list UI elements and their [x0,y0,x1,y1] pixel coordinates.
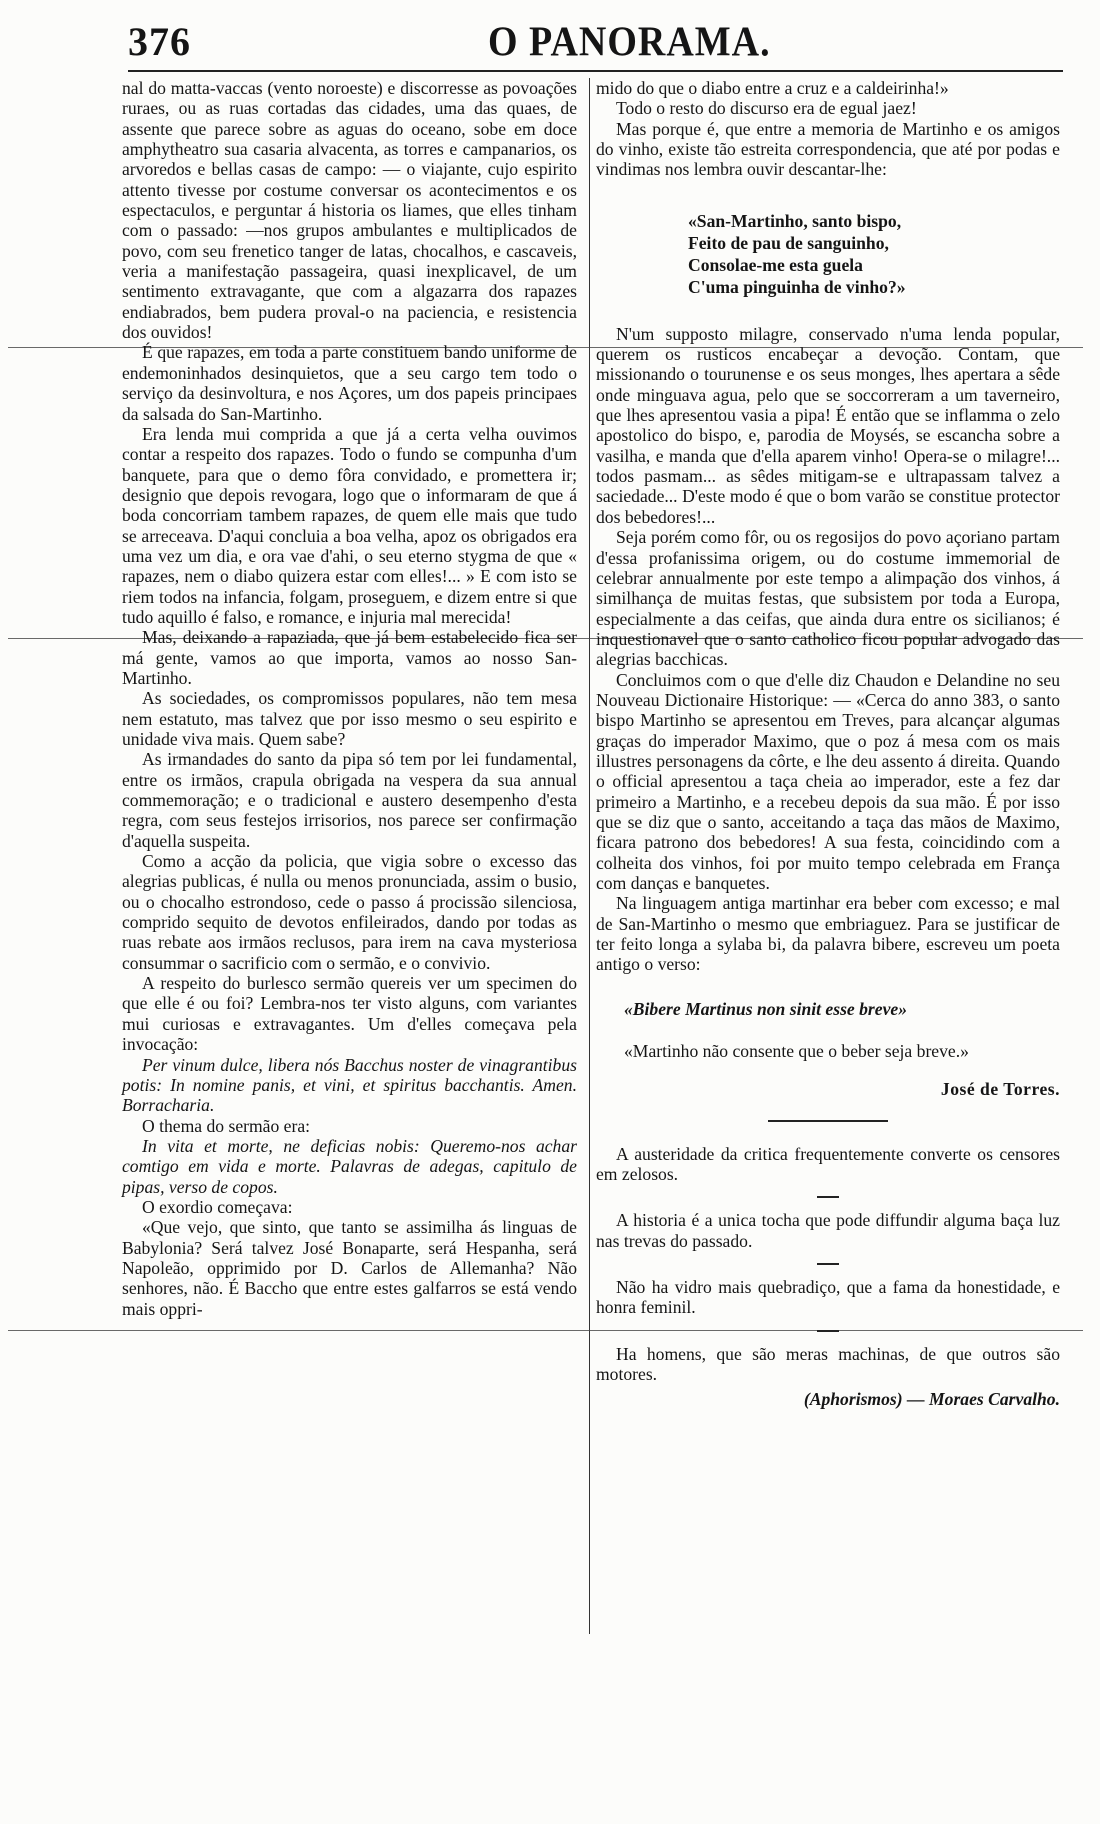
aphorism-dash [817,1330,839,1332]
verse-translation: «Martinho não consente que o beber seja breve.» [624,1041,969,1062]
verse-line: C'uma pinguinha de vinho?» [688,276,906,297]
invocation-paragraph: Per vinum dulce, libera nós Bacchus noster de vinagrantibus potis: In nomine panis, et vini, et spiritus bacchantis. Amen. Borracharia. [122,1054,577,1116]
aphorism-dash [817,1196,839,1198]
paragraph: O exordio começava: [142,1196,293,1217]
left-column [122,78,577,1319]
paragraph: As sociedades, os compromissos populares, não tem mesa nem estatuto, mas talvez que por isso mesmo o seu espirito e unidade viva mais. Quem sabe? [122,688,577,749]
paragraph: Seja porém como fôr, ou os regosijos do povo açoriano partam d'essa profanissima origem, ou do costume immemorial de celebrar annualmente por este tempo a alimpação dos vinhos, á similhança de muitas festas, que subsistem por toda a Europa, especialmente a das ceifas, que ainda dura entre os sicilianos; é inquestionavel que o santo catholico ficou popular advogado das alegrias bacchicas. [596,527,1060,670]
paragraph: O thema do sermão era: [142,1115,311,1136]
paragraph: Mas porque é, que entre a memoria de Martinho e os amigos do vinho, existe tão estreita correspondencia, que até por podas e vindimas nos lembra ouvir descantar-lhe: [596,118,1060,180]
header-rule [128,70,1063,72]
paragraph: Era lenda mui comprida a que já a certa velha ouvimos contar a respeito dos rapazes. Todo o fundo se compunha d'um banquete, para que o demo fôra convidado, e promettera ir; designio que depois revogara, logo que o informaram de que á boda concorriam tambem rapazes, de quem elle mais que tudo se arreceava. D'aqui concluia a boa velha, apoz os obrigados era uma vez um dia, e ora vae d'ahi, o seu eterno stygma de que « rapazes, nem o diabo quizera estar com elles!... » E com isto se riem todos na infancia, folgam, proseguem, e dizem entre si que tudo aquillo é falso, e romance, e injuria mal merecida! [122,423,577,627]
article-signature: José de Torres. [940,1079,1060,1100]
paragraph: Concluimos com o que d'elle diz Chaudon e Delandine no seu Nouveau Dictionaire Historique: — «Cerca do anno 383, o santo bispo Martinho se apresentou em Treves, para alcançar algumas graças do imperador Maximo, que o poz á mesa com os mais illustres personagens da côrte, e lhe deu assento á direita. Quando o official apresentou a taça cheia ao imperador, este a fez dar primeiro a Martinho, e a recebeu depois da sua mão. É por isso que se diz que o santo, acceitando a taça das mãos de Maximo, ficara patrono dos bebedores! A sua festa, coincidindo com a colheita dos vinhos, foi por muito tempo celebrada em França com danças e banquetes. [596,669,1060,893]
journal-title: O PANORAMA. [488,19,771,66]
aphorism: Não ha vidro mais quebradiço, que a fama da honestidade, e honra feminil. [596,1277,1060,1318]
paragraph: As irmandades do santo da pipa só tem por lei fundamental, entre os irmãos, crapula obrigada na vespera da sua annual commemoração; e o tradicional e austero desempenho d'esta regra, com seus festejos irrisorios, nos parece ser confirmação d'aquella suspeita. [122,749,577,851]
theme-paragraph: In vita et morte, ne deficias nobis: Queremo-nos achar comtigo em vida e morte. Palavras de adegas, capitulo de pipas, verso de copos. [122,1135,577,1197]
section-separator [768,1120,888,1122]
paragraph: N'um supposto milagre, conservado n'uma lenda popular, querem os rusticos encabeçar a devoção. Contam, que missionando o tourunense e os seus monges, lhes apertara a sêde onde minguava agua, pelo que se soccorreram a um taverneiro, que lhes apresentou vasia a pipa! É então que se inflamma o zelo apostolico do bispo, e, parodia de Moysés, se escancha sobre a vasilha, e manda que d'ella aparem vinho! Opera-se o milagre!... todos pasmam... as sêdes mitigam-se e ultrapassam talvez a saciedade... D'este modo é que o bom varão se constitue protector dos bebedores!... [596,323,1060,527]
paragraph: Mas, deixando a rapaziada, que já bem estabelecido fica ser má gente, vamos ao que importa, vamos ao nosso San-Martinho. [122,627,577,688]
paragraph: nal do matta-vaccas (vento noroeste) e discorresse as povoações ruraes, ou as ruas cortadas das cidades, uma das quaes, de assente que parece sobre as aguas do oceano, sobe em doce amphytheatro sua casaria alvacenta, as torres e campanarios, os arvoredos e bellas casas de campo: — o viajante, cujo espirito attento tivesse por costume conversar os acontecimentos e os espectaculos, e perguntar á historia os liames, que elles tinham com o passado: —nos grupos ambulantes e multiplicados de povo, com seu frenetico tanger de latas, chocalhos, e cascaveis, veria a manifestação passageira, quasi inexplicavel, de um sentimento extravagante, que com a algazarra dos rapazes endiabrados, bem pudera proval-o na paciencia, e resistencia dos ouvidos! [122,78,577,343]
aphorism-attribution: (Aphorismos) — Moraes Carvalho. [803,1388,1060,1409]
paragraph: mido do que o diabo entre a cruz e a caldeirinha!» [596,78,949,98]
paragraph: Todo o resto do discurso era de egual jaez! [616,98,917,119]
latin-verse: «Bibere Martinus non sinit esse breve» [624,998,907,1019]
aphorism-dash [817,1263,839,1265]
aphorism: Ha homens, que são meras machinas, de que outros são motores. [596,1343,1060,1385]
aphorism: A historia é a unica tocha que pode diffundir alguma baça luz nas trevas do passado. [596,1210,1060,1251]
page-header [128,14,1058,72]
verse-line: «San-Martinho, santo bispo, [688,210,902,231]
column-divider [589,78,590,1634]
paragraph: É que rapazes, em toda a parte constituem bando uniforme de endemoninhados desinquietos, que a seu cargo tem todo o serviço da desinvoltura, e nos Açores, um dos papeis principaes da salsada do San-Martinho. [122,342,577,424]
verse-line: Feito de pau de sanguinho, [688,232,889,253]
paragraph: «Que vejo, que sinto, que tanto se assimilha ás linguas de Babylonia? Será talvez José Bonaparte, será Hespanha, será Napoleão, opprimido por D. Carlos de Allemanha? Não senhores, não. É Baccho que entre estes galfarros se está vendo mais oppri- [122,1217,577,1319]
quatrain-verse [688,210,1060,298]
right-column [596,78,1060,1409]
paragraph: A respeito do burlesco sermão quereis ver um specimen do que elle é ou foi? Lembra-nos ter visto alguns, com variantes mui curiosas e extravagantes. Um d'elles começava pela invocação: [122,973,577,1055]
page-number: 376 [128,19,191,64]
aphorism: A austeridade da critica frequentemente converte os censores em zelosos. [596,1143,1060,1185]
verse-line: Consolae-me esta guela [688,254,863,275]
paragraph: Na linguagem antiga martinhar era beber com excesso; e mal de San-Martinho o mesmo que embriaguez. Para se justificar de ter feito longa a sylaba bi, da palavra bibere, escreveu um poeta antigo o verso: [596,893,1060,975]
paragraph: Como a acção da policia, que vigia sobre o excesso das alegrias publicas, é nulla ou menos pronunciada, assim o busio, ou o chocalho estrondoso, cede o passo á procissão silenciosa, comprido sequito de devotos enfileirados, dando por todas as ruas rebate aos irmãos reclusos, para irem na cava mysteriosa consummar o sacrificio com o sermão, e o convivio. [122,851,577,973]
